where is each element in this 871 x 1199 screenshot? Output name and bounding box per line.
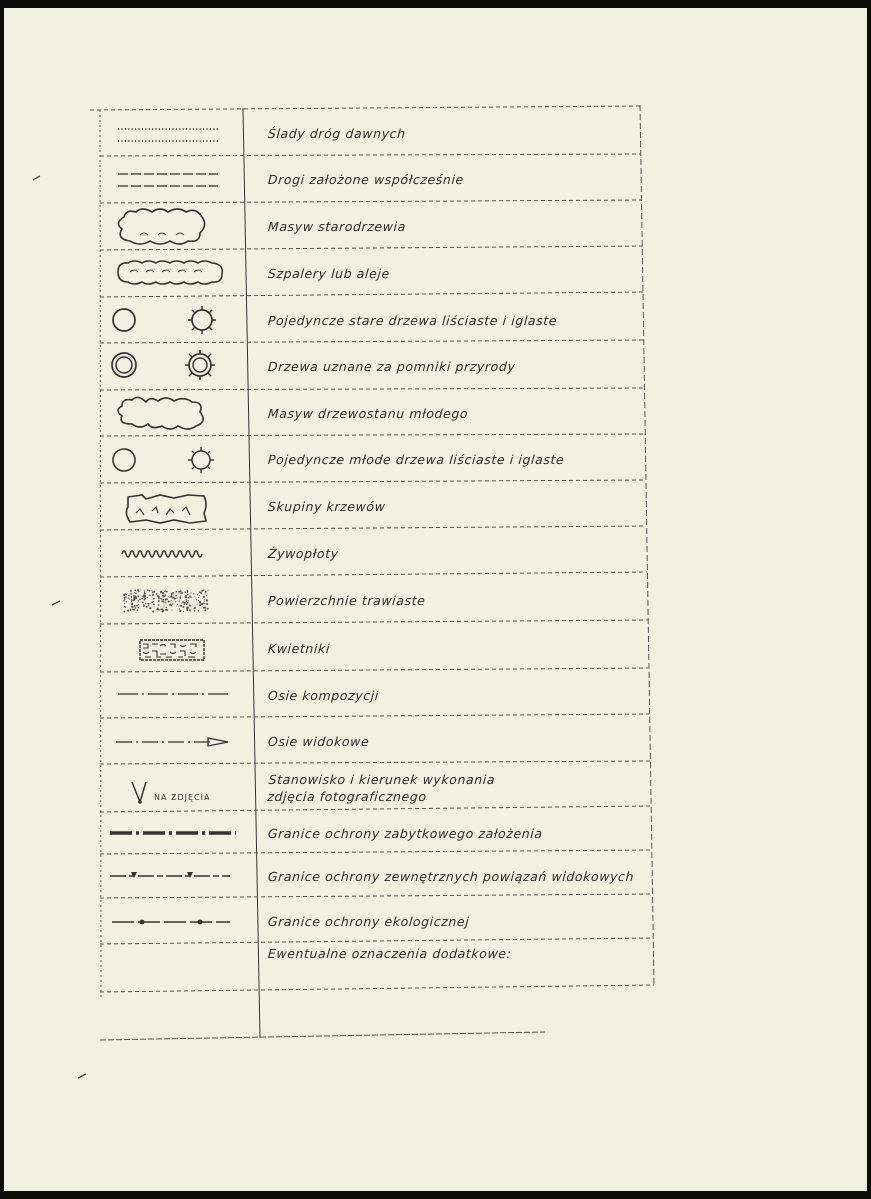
legend-label: Pojedyncze stare drzewa liściaste i iglaste	[267, 312, 558, 328]
legend-label: Granice ochrony ekologicznej	[267, 913, 470, 929]
legend-row	[100, 436, 645, 483]
legend-label: Masyw starodrzewia	[267, 219, 407, 234]
legend-row	[100, 203, 645, 250]
grass-stipple-icon	[100, 577, 260, 624]
legend-row	[100, 577, 645, 624]
legend-row	[100, 854, 645, 898]
legend-label: Ewentualne oznaczenia dodatkowe:	[267, 945, 513, 961]
legend-row	[100, 898, 645, 944]
legend-label: Kwietniki	[267, 640, 331, 656]
legend-label: Skupiny krzewów	[267, 499, 387, 514]
dashed-double-line-icon	[100, 156, 260, 203]
dash-dot-arrow-icon	[100, 718, 260, 764]
legend-row	[100, 530, 645, 577]
tree-row-icon	[100, 250, 260, 297]
legend-label-line1: Stanowisko i kierunek wykonania	[268, 772, 496, 787]
legend-row	[100, 297, 645, 343]
legend-label: Osie kompozycji	[267, 687, 380, 703]
legend-row	[100, 812, 645, 854]
dash-dot-line-icon	[100, 672, 260, 718]
flowerbed-icon	[100, 624, 260, 672]
hedge-wave-icon	[100, 530, 260, 577]
dotted-double-line-icon	[100, 110, 260, 156]
legend-label: Osie widokowe	[267, 733, 370, 749]
legend-row	[100, 110, 645, 156]
legend-label: Drogi założone współcześnie	[267, 172, 465, 187]
legend-label: Pojedyncze młode drzewa liściaste i iglaste	[267, 452, 565, 467]
photo-caption: NA ZDJĘCIA	[154, 793, 211, 802]
protection-boundary-icon	[100, 812, 260, 854]
photo-viewpoint-icon	[100, 764, 260, 812]
legend-row	[100, 718, 645, 764]
legend-label	[258, 764, 646, 812]
legend-label: Drzewa uznane za pomniki przyrody	[267, 359, 517, 374]
single-young-trees-icon	[100, 436, 260, 483]
legend-label: Żywopłoty	[267, 546, 340, 561]
legend-row	[100, 764, 645, 812]
legend-row	[100, 390, 645, 436]
view-protection-line-icon	[100, 854, 260, 898]
young-tree-mass-icon	[100, 390, 260, 436]
legend-row	[100, 483, 645, 530]
tree-mass-old-icon	[100, 203, 260, 250]
legend-row	[100, 672, 645, 718]
legend-label: Masyw drzewostanu młodego	[267, 405, 469, 421]
legend-row	[100, 940, 645, 966]
shrub-group-icon	[100, 483, 260, 530]
legend-label: Szpalery lub aleje	[267, 266, 391, 281]
single-old-trees-icon	[100, 297, 260, 343]
legend-label: Powierzchnie trawiaste	[267, 593, 427, 608]
natural-monument-trees-icon	[100, 343, 260, 390]
legend-row	[100, 156, 645, 203]
legend-row	[100, 250, 645, 297]
legend-label: Granice ochrony zewnętrznych powiązań widokowych	[267, 868, 635, 884]
legend-label-line2: zdjęcia fotograficznego	[266, 789, 428, 804]
legend-label: Ślady dróg dawnych	[267, 125, 407, 141]
ecological-protection-line-icon	[100, 898, 260, 944]
legend-row	[100, 343, 645, 390]
legend-label: Granice ochrony zabytkowego założenia	[267, 825, 544, 841]
legend-row	[100, 624, 645, 672]
